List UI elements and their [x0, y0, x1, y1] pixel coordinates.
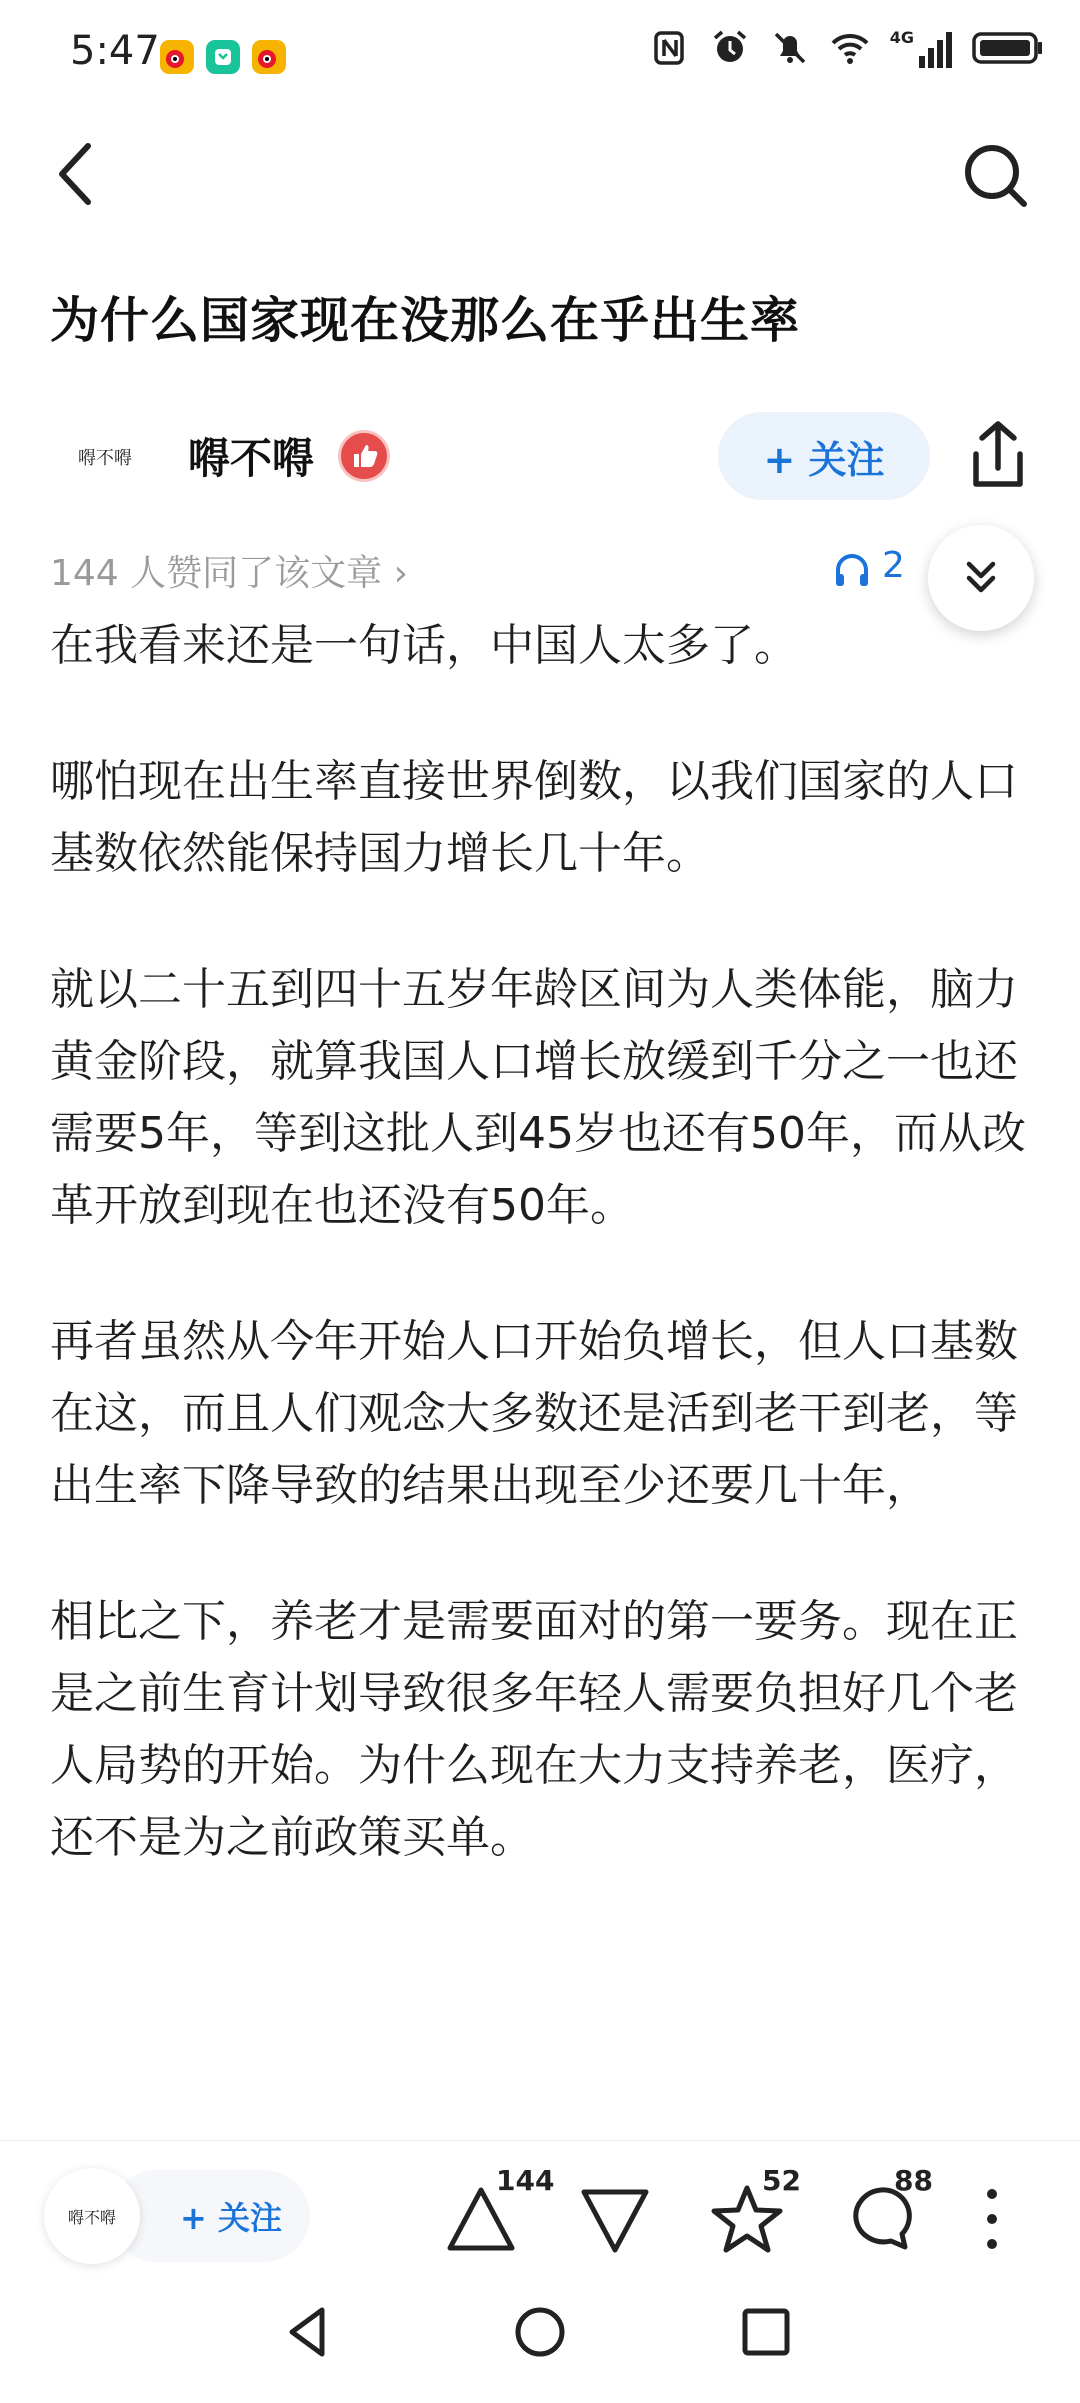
article-paragraph: 就以二十五到四十五岁年龄区间为人类体能，脑力黄金阶段，就算我国人口增长放缓到千分之一也还需要5年，等到这批人到45岁也还有50年，而从改革开放到现在也还没有50年。 [50, 964, 1026, 1231]
back-button[interactable] [40, 130, 120, 220]
status-icons [650, 28, 1044, 68]
upvote-count: 144 [496, 2164, 555, 2197]
likes-summary-link[interactable]: 144 人赞同了该文章 › [50, 553, 408, 594]
nfc-icon [650, 28, 690, 68]
star-count: 52 [762, 2164, 801, 2197]
more-icon[interactable] [972, 2186, 1012, 2252]
author-name[interactable]: 嘚不嘚 [188, 434, 315, 483]
audio-count[interactable]: 2 [882, 545, 905, 586]
comment-count: 88 [894, 2164, 933, 2197]
network-label: 4G [889, 28, 914, 47]
weibo-icon [252, 40, 286, 74]
alarm-icon [710, 28, 750, 68]
status-time: 5:47 [70, 28, 160, 74]
bar-author-avatar[interactable]: 嘚不嘚 [44, 2168, 140, 2264]
wifi-icon [830, 28, 870, 68]
search-button[interactable] [950, 130, 1040, 220]
double-chevron-down-icon [959, 556, 1003, 600]
bar-follow-button[interactable]: + 关注 [110, 2170, 310, 2262]
article-paragraph: 再者虽然从今年开始人口开始负增长，但人口基数在这，而且人们观念大多数还是活到老干到老，等出生率下降导致的结果出现至少还要几十年， [50, 1316, 1018, 1511]
chevron-left-icon [40, 130, 120, 220]
share-button[interactable] [960, 416, 1036, 496]
article-paragraph: 相比之下，养老才是需要面对的第一要务。现在正是之前生育计划导致很多年轻人需要负担好几个老人局势的开始。为什么现在大力支持养老，医疗，还不是为之前政策买单。 [50, 1596, 1018, 1863]
signal-4g-icon [890, 28, 952, 68]
author-avatar[interactable]: 嘚不嘚 [78, 448, 132, 469]
weibo-icon [160, 40, 194, 74]
share-icon [960, 416, 1036, 496]
app-green-icon [206, 40, 240, 74]
nav-recents-icon[interactable] [734, 2300, 798, 2364]
article-paragraph: 哪怕现在出生率直接世界倒数，以我们国家的人口基数依然能保持国力增长几十年。 [50, 756, 1018, 879]
article-paragraph: 在我看来还是一句话，中国人太多了。 [50, 620, 798, 671]
follow-button[interactable]: + 关注 [718, 412, 930, 500]
headphones-icon[interactable] [832, 550, 872, 590]
search-icon [950, 130, 1040, 220]
article-body [50, 610, 1030, 1938]
battery-icon [972, 28, 1044, 68]
mute-icon [770, 28, 810, 68]
downvote-icon[interactable] [576, 2180, 654, 2258]
page-title: 为什么国家现在没那么在乎出生率 [50, 292, 801, 349]
thumbs-up-icon [338, 430, 390, 482]
nav-back-icon[interactable] [278, 2300, 342, 2364]
nav-home-icon[interactable] [508, 2300, 572, 2364]
